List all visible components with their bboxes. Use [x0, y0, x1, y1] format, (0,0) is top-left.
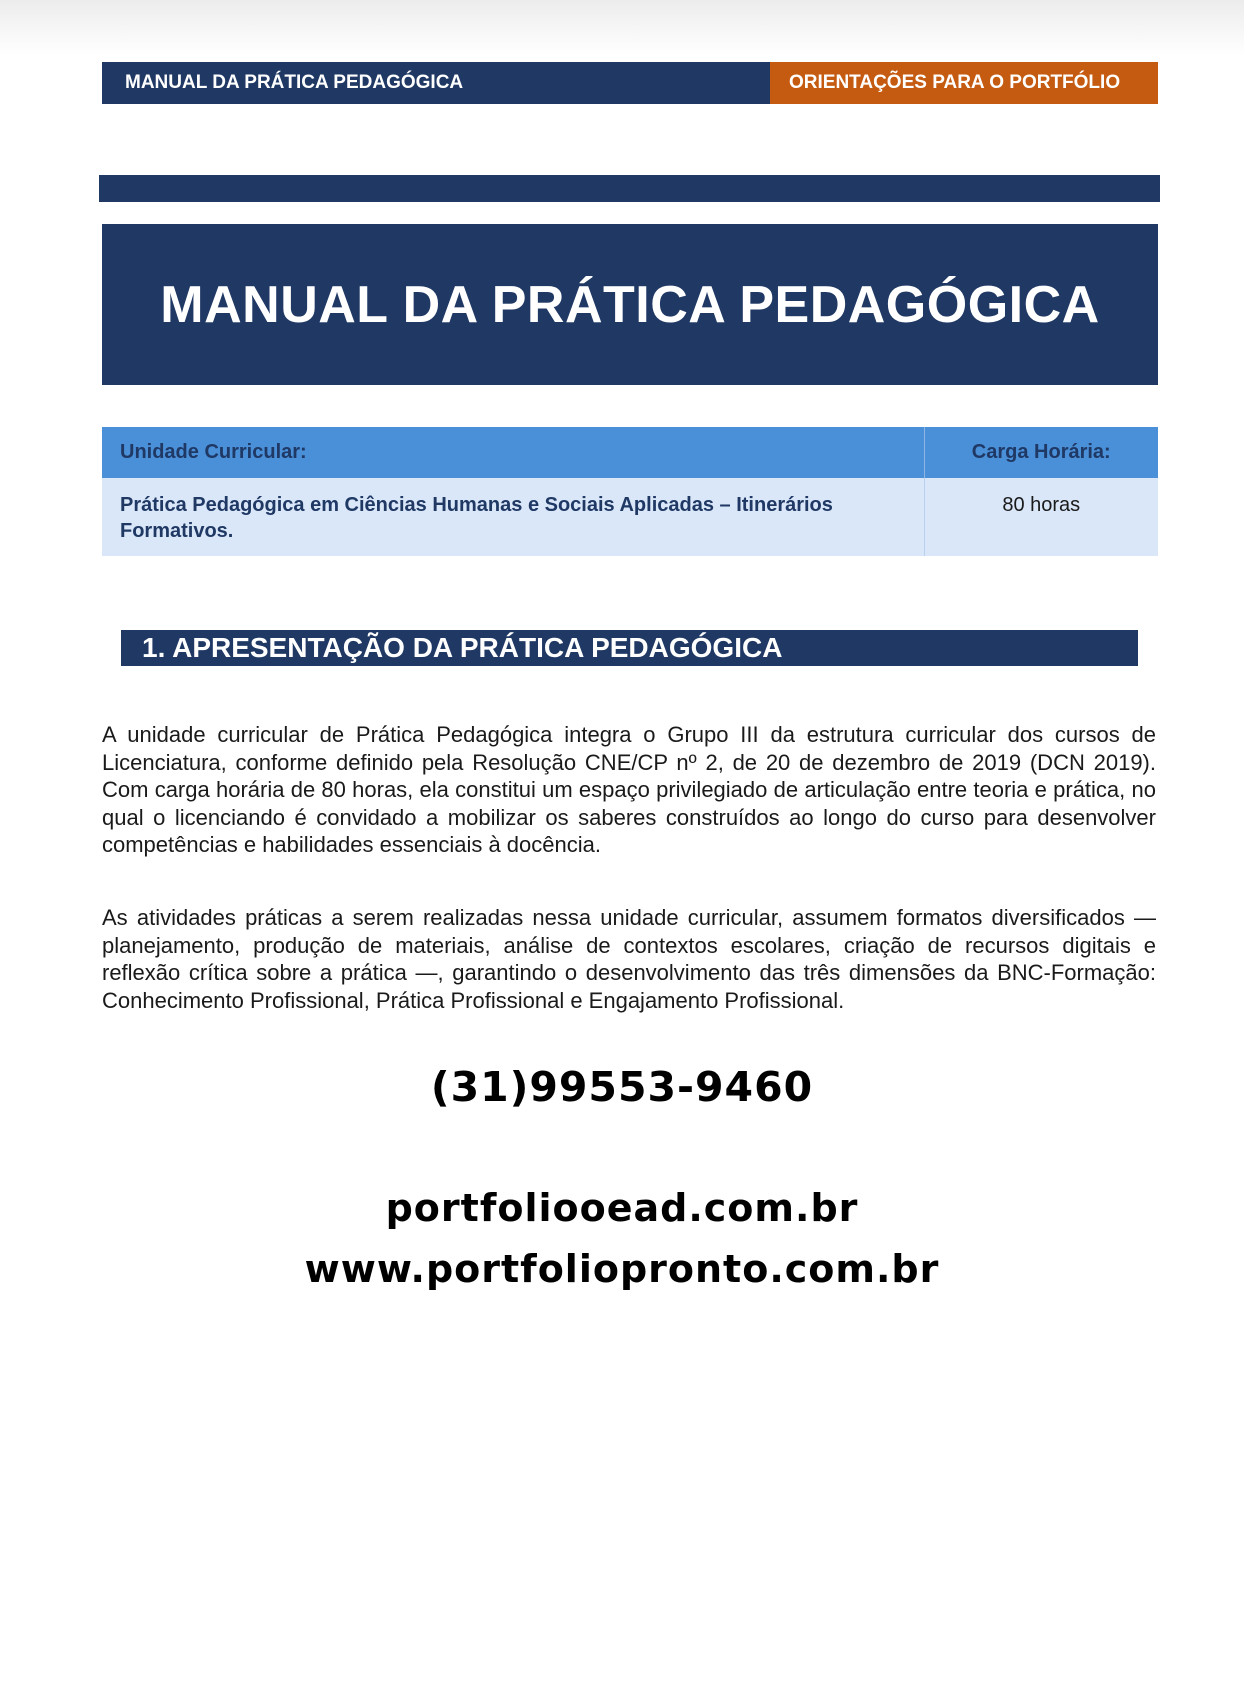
header-manual-label: MANUAL DA PRÁTICA PEDAGÓGICA	[102, 62, 770, 104]
promo-site-1: portfoliooead.com.br	[385, 1186, 859, 1230]
table-header-unit: Unidade Curricular:	[102, 427, 924, 478]
document-title: MANUAL DA PRÁTICA PEDAGÓGICA	[160, 275, 1100, 334]
running-header	[102, 62, 1158, 104]
paragraph-intro: A unidade curricular de Prática Pedagógica integra o Grupo III da estrutura curricular dos cursos de Licenciatura, conforme definido pela Resolução CNE/CP nº 2, de 20 de dezembro de 2019 (DCN 2019). Com carga horária de 80 horas, ela constitui um espaço privilegiado de articulação entre teoria e prática, no qual o licenciando é convidado a mobilizar os saberes construídos ao longo do curso para desenvolver competências e habilidades essenciais à docência.	[102, 722, 1156, 857]
curricular-info-table	[102, 427, 1158, 556]
header-portfolio-label: ORIENTAÇÕES PARA O PORTFÓLIO	[770, 62, 1158, 104]
decorative-rule	[99, 175, 1160, 202]
promo-phone: (31)99553-9460	[430, 1063, 814, 1111]
table-header-hours: Carga Horária:	[924, 427, 1158, 478]
promo-site-2: www.portfoliopronto.com.br	[304, 1247, 940, 1291]
table-header-row	[102, 427, 1158, 478]
top-fade	[0, 0, 1244, 55]
table-cell-hours: 80 horas	[924, 478, 1158, 556]
table-row	[102, 478, 1158, 556]
section-heading: 1. APRESENTAÇÃO DA PRÁTICA PEDAGÓGICA	[121, 630, 1138, 666]
table-cell-unit: Prática Pedagógica em Ciências Humanas e Sociais Aplicadas – Itinerários Formativos.	[102, 478, 924, 556]
paragraph-activities: As atividades práticas a serem realizadas nessa unidade curricular, assumem formatos diversificados — planejamento, produção de materiais, análise de contextos escolares, criação de recursos digitais e reflexão crítica sobre a prática —, garantindo o desenvolvimento das três dimensões da BNC-Formação: Conhecimento Profissional, Prática Profissional e Engajamento Profissional.	[102, 905, 1156, 1013]
title-banner	[102, 224, 1158, 385]
